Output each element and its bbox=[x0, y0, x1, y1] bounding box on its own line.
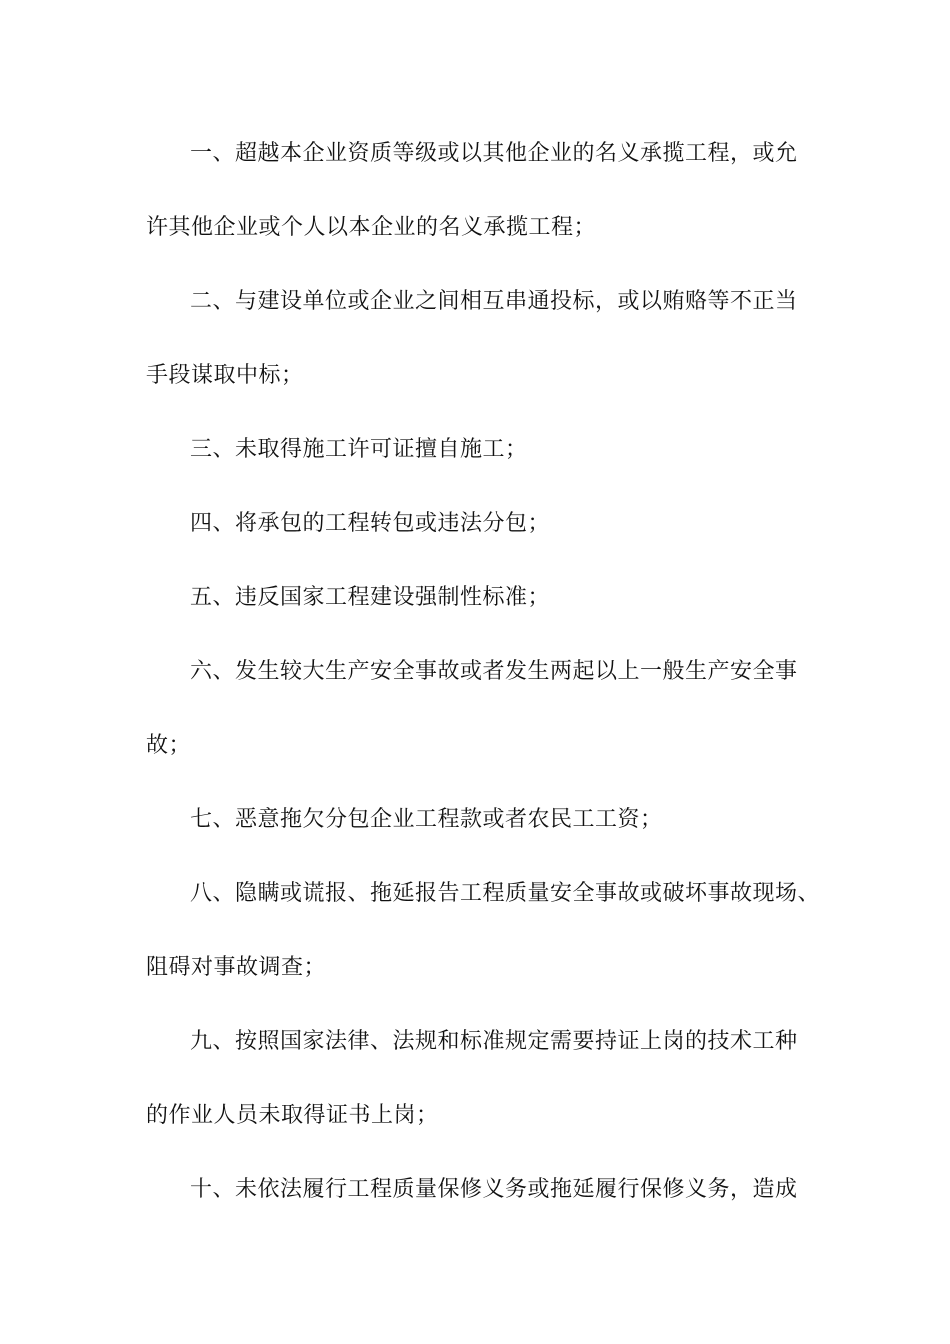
paragraph-line-5: 三、未取得施工许可证擅自施工； bbox=[190, 437, 528, 462]
document-body bbox=[146, 127, 821, 1237]
paragraph-line-15: 十、未依法履行工程质量保修义务或拖延履行保修义务，造成 bbox=[190, 1177, 798, 1202]
paragraph-line-4: 手段谋取中标； bbox=[146, 363, 304, 388]
paragraph-line-7: 五、违反国家工程建设强制性标准； bbox=[190, 585, 551, 610]
paragraph-line-3: 二、与建设单位或企业之间相互串通投标，或以贿赂等不正当 bbox=[190, 289, 798, 314]
paragraph-line-1: 一、超越本企业资质等级或以其他企业的名义承揽工程，或允 bbox=[190, 141, 798, 166]
paragraph-line-10: 七、恶意拖欠分包企业工程款或者农民工工资； bbox=[190, 807, 663, 832]
paragraph-line-13: 九、按照国家法律、法规和标准规定需要持证上岗的技术工种 bbox=[190, 1029, 798, 1054]
paragraph-line-2: 许其他企业或个人以本企业的名义承揽工程； bbox=[146, 215, 597, 240]
paragraph-line-6: 四、将承包的工程转包或违法分包； bbox=[190, 511, 551, 536]
paragraph-line-8: 六、发生较大生产安全事故或者发生两起以上一般生产安全事 bbox=[190, 659, 798, 684]
paragraph-line-12: 阻碍对事故调查； bbox=[146, 955, 327, 980]
paragraph-line-14: 的作业人员未取得证书上岗； bbox=[146, 1103, 439, 1128]
paragraph-line-9: 故； bbox=[146, 733, 192, 758]
paragraph-line-11: 八、隐瞒或谎报、拖延报告工程质量安全事故或破坏事故现场、 bbox=[190, 881, 821, 906]
